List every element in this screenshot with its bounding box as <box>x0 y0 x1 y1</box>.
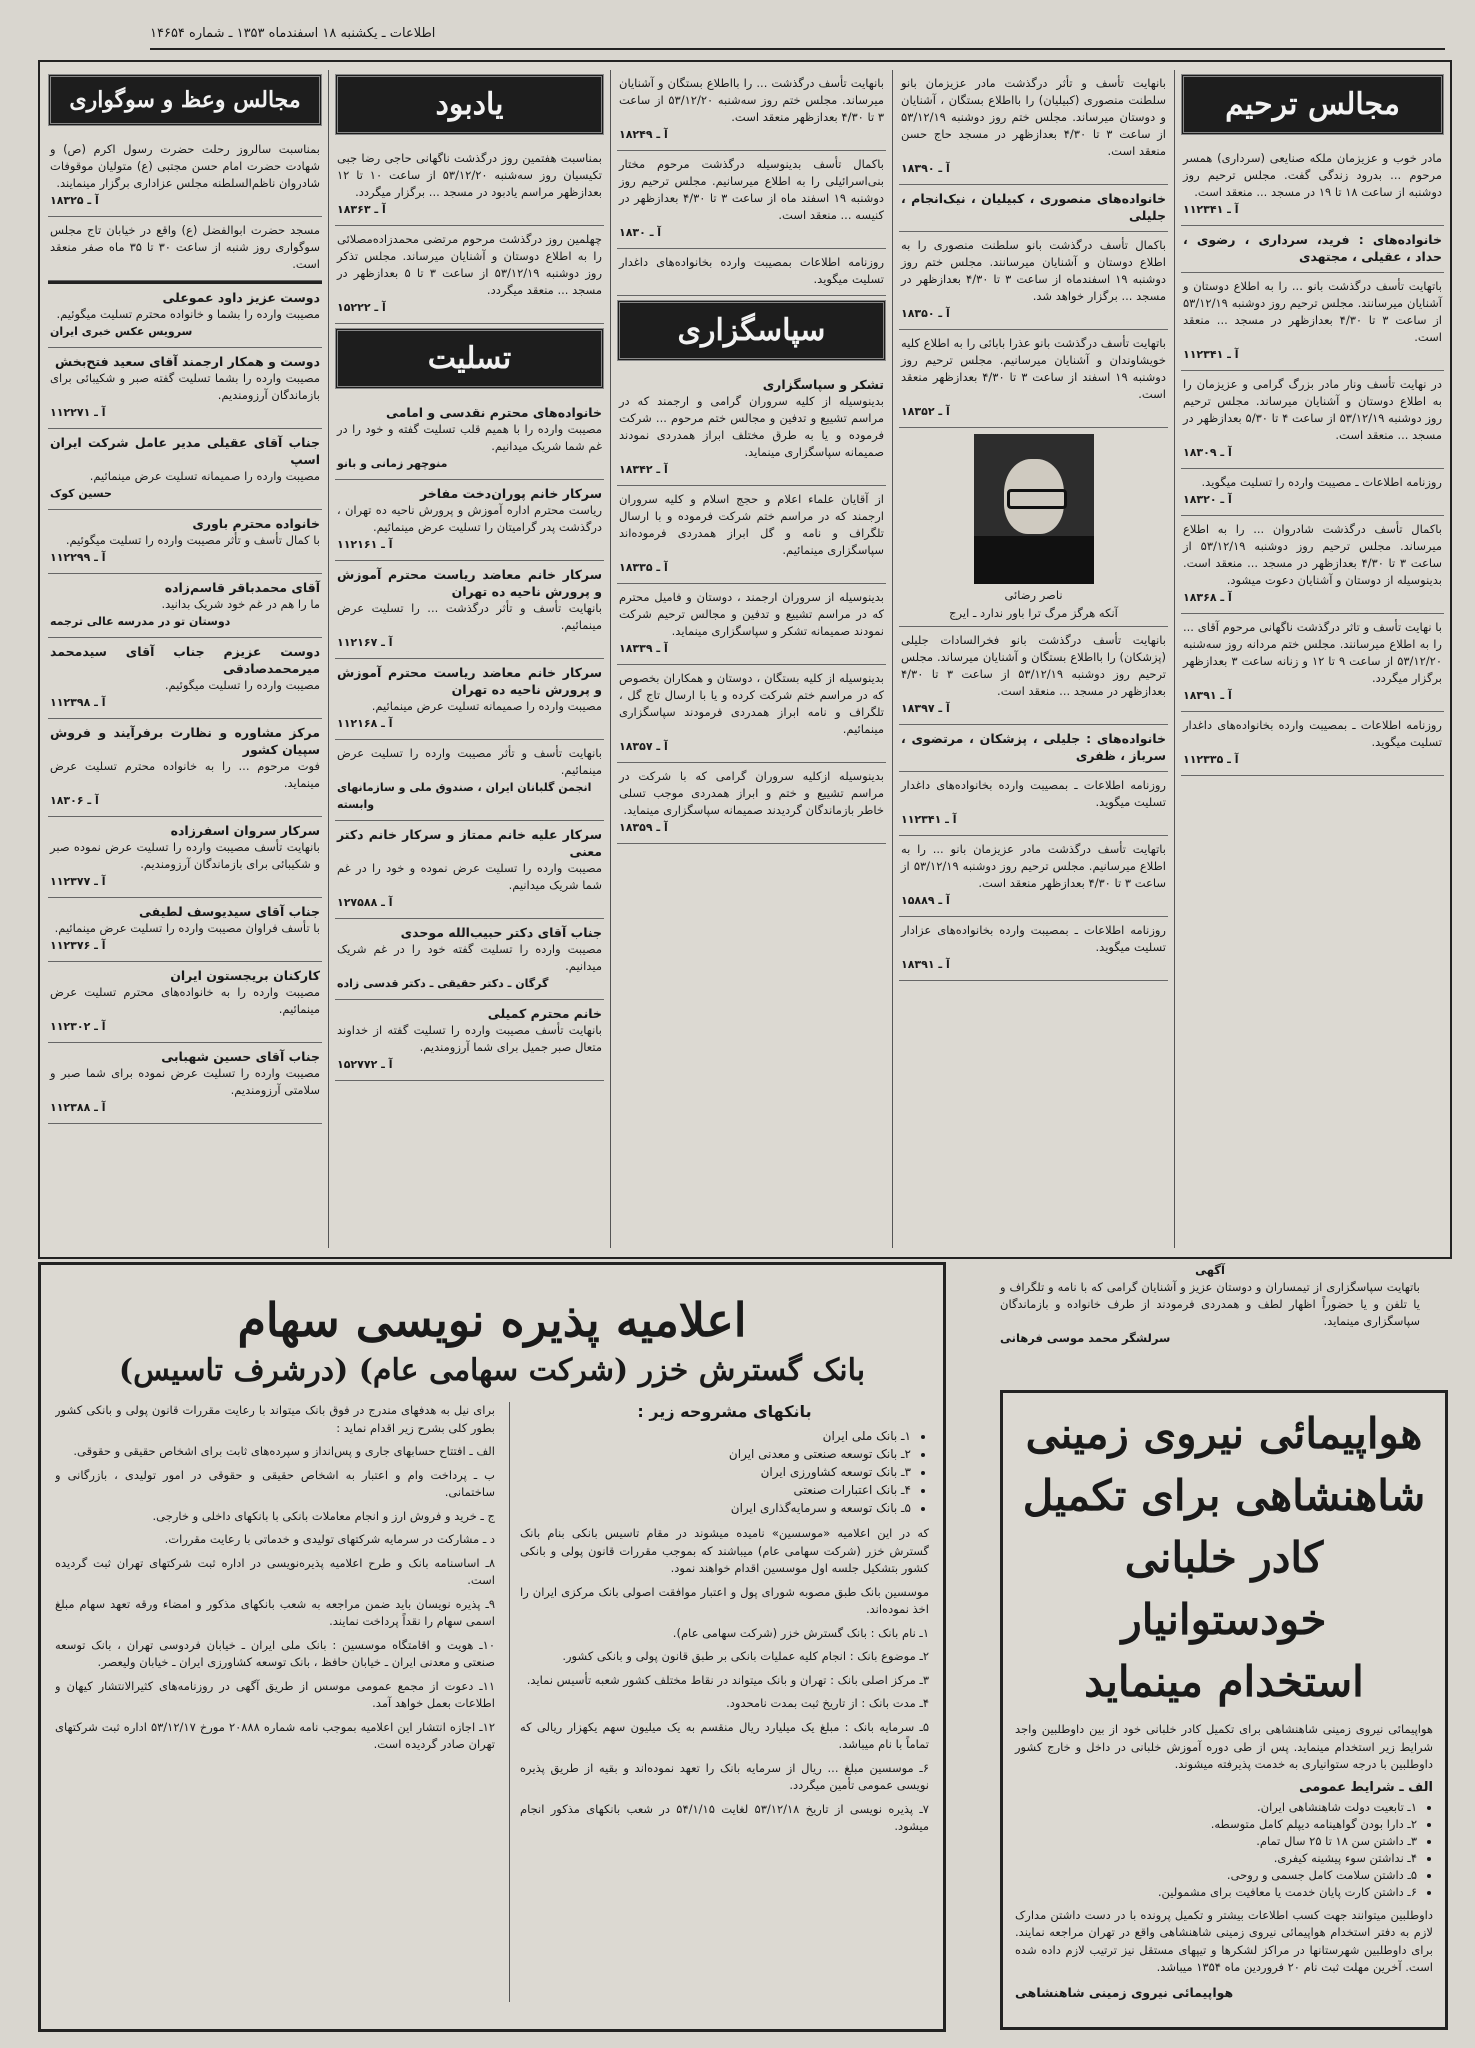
notice-title: سرکار خانم معاضد ریاست محترم آموزش و پرورش ناحیه ده تهران <box>337 665 602 697</box>
requirements-heading: الف ـ شرایط عمومی <box>1299 1779 1433 1795</box>
banner-mourning: مجالس وعظ و سوگواری <box>48 74 322 126</box>
notice <box>1181 516 1444 614</box>
air-force-recruitment-ad <box>1000 1390 1448 2030</box>
notice-body: بدینوسیله ازکلیه سروران گرامی که با شرکت در مراسم تشییع و ختم و ابراز همدردی موجب تسلی خاطر بازماندگان گردیدند صمیمانه سپاسگزاری مینماید. <box>619 769 884 817</box>
notice-body: روزنامه اطلاعات ـ بمصیبت وارده بخانواده‌های عزادار تسلیت میگوید. <box>901 923 1166 954</box>
notice-title: جناب آقای عقیلی مدیر عامل شرکت ایران اسپ <box>50 435 320 467</box>
air-title-line-4: استخدام مینماید <box>1084 1657 1364 1706</box>
thanks-notice-sign: سرلشگر محمد موسی فرهانی <box>1000 1331 1171 1345</box>
notice-code: آ ـ ۱۱۲۱۶۸ <box>337 717 393 730</box>
notice-body: مصیبت وارده را با همیم قلب تسلیت گفته و خود را در غم شما شریک میدانیم. <box>337 422 602 453</box>
notice <box>335 480 604 561</box>
stock-ad-left-column <box>55 1402 495 2002</box>
notice-title: سرکار خانم معاضد ریاست محترم آموزش و پرورش ناحیه ده تهران <box>337 567 602 599</box>
notice-body: روزنامه اطلاعات بمصیبت وارده بخانواده‌های داغدار تسلیت میگوید. <box>619 255 884 286</box>
notice-body: فوت مرحوم ... را به خانواده محترم تسلیت عرض مینماید. <box>50 759 320 790</box>
notice-body: در نهایت تأسف ونار مادر بزرگ گرامی و عزیزمان را به اطلاع دوستان و آشنایان میرساند. مجلس ترحیم روز دوشنبه ۵۳/۱۲/۱۹ از ساعت ۴ تا ۵/۳۰ بعدازظهر در مسجد ... منعقد است. <box>1183 377 1442 442</box>
banks-heading: بانکهای مشروحه زیر : <box>637 1402 812 1421</box>
notice <box>899 772 1168 836</box>
thanks-notice <box>1000 1262 1420 1347</box>
stock-paragraph: برای نیل به هدفهای مندرج در فوق بانک میتواند با رعایت مقررات قانون پولی و بانکی کشور بطور کلی بشرح زیر اقدام نماید : <box>55 1403 495 1435</box>
notice-title: دوست عزیزم جناب آقای سیدمحمد میرمحمدصادقی <box>50 644 320 676</box>
notice-code: آ ـ ۱۸۳۹۱ <box>1183 689 1232 702</box>
notice-body: روزنامه اطلاعات ـ بمصیبت وارده بخانواده‌های داغدار تسلیت میگوید. <box>1183 718 1442 749</box>
notice-code: آ ـ ۱۸۳۰۹ <box>1183 446 1232 459</box>
notice <box>1181 469 1444 516</box>
notice <box>1181 712 1444 776</box>
stock-paragraph: ۵ـ سرمایه بانک : مبلغ یک میلیارد ریال منقسم به یک میلیون سهم یکهزار ریالی که تماماً با نام میباشد. <box>520 1719 929 1751</box>
notice-body: بانهایت تأسف و تأثر درگذشت ... را تسلیت عرض مینمائیم. <box>337 601 602 632</box>
notice-title: جناب آقای حسین شهبابی <box>161 1049 320 1064</box>
notice-code: آ ـ ۱۱۲۲۹۹ <box>50 551 106 564</box>
notice-body: بدینوسیله از کلیه بستگان ، دوستان و همکاران بخصوص که در مراسم ختم شرکت کرده و یا با ارسال تاج گل ، تلگراف و نامه ابراز همدردی فرمودند سپاسگزاری مینمائیم. <box>619 671 884 736</box>
thanks-notice-title: آگهی <box>1195 1263 1225 1277</box>
notice-code: آ ـ ۱۸۳۵۰ <box>901 307 950 320</box>
notice-title: تشکر و سپاسگزاری <box>762 377 884 392</box>
notice-code: آ ـ ۱۱۲۳۴۱ <box>1183 348 1239 361</box>
notice <box>335 740 604 821</box>
notice-title: خانواده محترم باوری <box>192 516 320 531</box>
notice-code: آ ـ ۱۸۳۶۸ <box>1183 591 1232 604</box>
notice-code: آ ـ ۱۸۳۴۲ <box>619 463 668 476</box>
stock-subscription-ad <box>38 1262 946 2032</box>
notice <box>1181 273 1444 371</box>
notice-body: مصیبت وارده را بشما و خانواده محترم تسلیت میگوئیم. <box>56 307 320 321</box>
notice-title: خانواده‌های محترم نقدسی و امامی <box>385 405 602 420</box>
col5-notices-lower <box>48 281 322 1124</box>
stock-paragraph: ۲ـ موضوع بانک : انجام کلیه عملیات بانکی بر طبق قانون پولی و بانکی کشور. <box>562 1649 929 1663</box>
obituary-section <box>38 60 1452 1259</box>
notice-title: سرکار خانم پوران‌دخت مفاخر <box>419 486 602 501</box>
stock-paragraph: ب ـ پرداخت وام و اعتبار به اشخاص حقیقی و حقوقی در امور تولیدی ، بازرگانی و ساختمانی. <box>55 1467 495 1499</box>
col4-notices <box>335 145 604 324</box>
notice-body: با کمال تأسف و تأثر مصیبت وارده را تسلیت میگوئیم. <box>65 533 320 547</box>
notice-code: آ ـ ۱۱۲۳۷۶ <box>50 939 106 952</box>
notice-body: بانهایت تأسف مصیبت وارده را تسلیت عرض نموده صبر و شکیبائی برای بازماندگان آرزومندیم. <box>50 840 320 871</box>
notice-body: روزنامه اطلاعات ـ بمصیبت وارده بخانواده‌های داغدار تسلیت میگوید. <box>901 778 1166 809</box>
air-ad-intro: هواپیمائی نیروی زمینی شاهنشاهی برای تکمیل کادر خلبانی خود از بین داوطلبین واجد شرایط زیر استخدام مینماید. پس از طی دوره آموزش خلبانی در داخل و خارج کشور داوطلبین با درجه ستوانیاری به خدمت پذیرفته میشوند. <box>1015 1722 1433 1771</box>
col2-notices <box>899 70 1168 428</box>
notice <box>617 486 886 584</box>
requirement-item: • ۶ـ داشتن کارت پایان خدمت یا معافیت برای مشمولین. <box>1015 1884 1417 1901</box>
notice-code: آ ـ ۱۱۲۳۹۸ <box>50 696 106 709</box>
notice-body: روزنامه اطلاعات ـ مصیبت وارده را تسلیت میگوید. <box>1201 475 1442 489</box>
column-4 <box>328 70 610 1248</box>
notice <box>48 574 322 638</box>
notice-body: مسجد حضرت ابوالفضل (ع) واقع در خیابان تاج مجلس سوگواری روز شنبه از ساعت ۳۰ تا ۳۵ ماه صفر منعقد است. <box>50 223 321 271</box>
stock-paragraph: موسسین بانک طبق مصوبه شورای پول و اعتبار موافقت اصولی بانک مرکزی ایران را اخذ نموده‌اند. <box>520 1584 929 1616</box>
notice <box>899 917 1168 981</box>
column-3 <box>610 70 892 1248</box>
air-ad-outro: داوطلبین میتوانند جهت کسب اطلاعات بیشتر و تکمیل پرونده با در دست داشتن مدارک لازم به دفتر استخدام هواپیمائی نیروی زمینی شاهنشاهی واقع در تهران مراجعه نمایند. برای داوطلبین شهرستانها در مراکز لشکرها و تیپهای مستقل نیز ترتیب لازم داده شده است. آخرین مهلت ثبت نام ۲۰ فروردین ماه ۱۳۵۴ میباشد. <box>1015 1907 1433 1974</box>
notice-code: آ ـ ۱۱۲۳۸۸ <box>50 1101 106 1114</box>
notice <box>617 249 886 296</box>
notice <box>1181 226 1444 273</box>
page-header <box>150 22 1445 50</box>
notice-title: سرکار سروان اسفرزاده <box>170 823 320 838</box>
notice-code: آ ـ ۱۱۲۱۶۱ <box>337 538 393 551</box>
notice <box>617 371 886 486</box>
notice-code: آ ـ ۱۱۲۳۴۱ <box>901 813 957 826</box>
notice-body: باتهایت تأسف درگذشت مادر عزیزمان بانو ... را به اطلاع میرسانیم. مجلس ترحیم روز دوشنبه ۵۳/۱۲/۱۹ از ساعت ۳ تا ۴/۳۰ بعدازظهر منعقد است. <box>901 842 1167 890</box>
notice <box>48 962 322 1043</box>
notice-body: باکمال تأسف درگذشت شادروان ... را به اطلاع میرساند. مجلس ترحیم روز دوشنبه ۵۳/۱۲/۱۹ از ساعت ۳ تا ۴/۳۰ بعدازظهر در مسجد ... منعقد است. بدینوسیله از دوستان و آشنایان دعوت میشود. <box>1183 522 1442 587</box>
notice-body: بانهایت تأسف مصیبت وارده را تسلیت گفته از خداوند متعال صبر جمیل برای شما آرزومندیم. <box>337 1023 602 1054</box>
requirement-item: • ۲ـ دارا بودن گواهینامه دیپلم کامل متوسطه. <box>1015 1816 1417 1833</box>
stock-paragraph: ۴ـ مدت بانک : از تاریخ ثبت بمدت نامحدود. <box>726 1696 929 1710</box>
stock-ad-subtitle: بانک گسترش خزر (شرکت سهامی عام) (درشرف تاسیس) <box>118 1353 866 1388</box>
notice <box>48 898 322 962</box>
notice-body: بمناسبت سالروز رحلت حضرت رسول اکرم (ص) و شهادت حضرت امام حسن مجتبی (ع) متولیان موقوفات شادروان ناظم‌السلطنه مجلس عزاداری برگزار مینمایند. <box>50 142 320 190</box>
notice <box>48 136 322 217</box>
notice-code: آ ـ ۱۸۳۰ <box>619 226 662 239</box>
bank-item: • ۱ـ بانک ملی ایران <box>520 1427 911 1445</box>
notice-code: آ ـ ۱۸۲۴۹ <box>619 128 668 141</box>
notice-body: مصیبت وارده را صمیمانه تسلیت عرض مینمائیم. <box>89 469 320 483</box>
stock-ad-title: اعلامیه پذیره نویسی سهام <box>237 1293 747 1347</box>
banner-condolence: تسلیت <box>335 328 604 389</box>
notice-title: دوست عزیز داود عموعلی <box>162 290 320 305</box>
notice <box>617 763 886 844</box>
header-line: اطلاعات ـ یکشنبه ۱۸ اسفندماه ۱۳۵۳ ـ شماره ۱۴۶۵۴ <box>150 25 436 41</box>
notice <box>899 185 1168 232</box>
bank-item: • ۳ـ بانک توسعه کشاورزی ایران <box>520 1463 911 1481</box>
notice-body: مصیبت وارده را بشما تسلیت گفته صبر و شکیبائی برای بازماندگان آرزومندیم. <box>50 371 320 402</box>
notice <box>899 70 1168 185</box>
notice-body: بدینوسیله از سروران ارجمند ، دوستان و فامیل محترم که در مراسم تشییع و تدفین و مجالس ترحیم شرکت نمودند صمیمانه تشکر و سپاسگزاری مینماید. <box>619 590 884 638</box>
notice-code: آ ـ ۱۸۳۵۹ <box>619 821 668 834</box>
notice <box>48 284 322 348</box>
notice-title: مرکز مشاوره و نظارت برفرآیند و فروش سپیان کشور <box>50 725 320 757</box>
notice <box>48 1043 322 1124</box>
notice-body: چهلمین روز درگذشت مرحوم مرتضی محمدزاده‌مصلائی را به اطلاع دوستان و آشنایان میرساند. مجلس تذکر روز دوشنبه ۵۳/۱۲/۱۹ از ساعت ۳ تا ۵ بعدازظهر در مسجد ... منعقد میگردد. <box>337 232 602 297</box>
air-title-line-1: هواپیمائی نیروی زمینی <box>1025 1409 1423 1458</box>
stock-paragraph: ۷ـ پذیره نویسی از تاریخ ۵۳/۱۲/۱۸ لغایت ۵۴/۱/۱۵ در شعب بانکهای مذکور انجام میشود. <box>520 1801 929 1833</box>
notice <box>48 429 322 510</box>
col4-notices-lower <box>335 399 604 1081</box>
stock-paragraph: ۶ـ موسسین مبلغ ... ریال از سرمایه بانک را تعهد نموده‌اند و بقیه از طریق پذیره نویسی عمومی تأمین میگردد. <box>520 1760 929 1792</box>
notice-body: بانهایت تأسف و تأثر مصیبت وارده را تسلیت عرض مینمائیم. <box>337 746 602 777</box>
portrait-name: ناصر رضائی <box>1004 588 1063 602</box>
notice <box>335 1000 604 1081</box>
notice-body: مادر خوب و عزیزمان ملکه صنایعی (سرداری) همسر مرحوم ... بدرود زندگی گفت. مجلس ترحیم روز دوشنبه از ساعت ۱۸ تا ۱۹ در مسجد ... منعقد است. <box>1183 151 1442 199</box>
notice <box>335 659 604 740</box>
notice-title: کارکنان بریجستون ایران <box>170 968 320 983</box>
notice <box>899 232 1168 330</box>
notice-code: آ ـ ۱۸۳۳۹ <box>619 642 668 655</box>
air-ad-title <box>1015 1403 1433 1713</box>
notice-title: سرکار علیه خانم ممتاز و سرکار خانم دکتر معنی <box>337 827 602 859</box>
notice-code: دوستان تو در مدرسه عالی ترجمه <box>50 615 231 628</box>
bank-list <box>520 1427 929 1517</box>
notice-body: بانهایت تأسف درگذشت بانو فخرالسادات جلیلی (پزشکان) را بااطلاع بستگان و آشنایان میرساند. مجلس ترحیم روز دوشنبه ۵۳/۱۲/۱۹ از ساعت ۳ تا ۴/۳۰ بعدازظهر در مسجد ... منعقد است. <box>901 633 1167 698</box>
notice-code: آ ـ ۱۸۳۲۵ <box>50 194 99 207</box>
notice <box>48 217 322 281</box>
bank-item: • ۵ـ بانک توسعه و سرمایه‌گذاری ایران <box>520 1499 911 1517</box>
notice-body: بدینوسیله از کلیه سروران گرامی و ارجمند که در مراسم تشییع و تدفین و مجالس ختم مرحوم ... شرکت فرموده و یا به طرق مختلف ابراز همدردی نمودند صمیمانه سپاسگزاری مینماید. <box>619 394 884 459</box>
notice-title: خانم محترم کمیلی <box>487 1006 602 1021</box>
notice-code: آ ـ ۱۵۲۲۲ <box>337 301 386 314</box>
notice-code: آ ـ ۱۸۳۹۷ <box>901 702 950 715</box>
notice-title: دوست و همکار ارجمند آقای سعید فتح‌بخش <box>55 354 320 369</box>
notice-body: باکمال تأسف درگذشت بانو سلطنت منصوری را به اطلاع دوستان و آشنایان میرسانند. مجلس ختم روز دوشنبه ۱۹ اسفندماه از ساعت ۳ تا ۴/۳۰ بعدازظهر در مسجد ... برگزار خواهد شد. <box>901 238 1166 303</box>
notice <box>335 821 604 919</box>
stock-paragraph: ۱۱ـ دعوت از مجمع عمومی موسس از طریق آگهی در روزنامه‌های کثیرالانتشار کیهان و اطلاعات بعمل خواهد آمد. <box>55 1678 495 1710</box>
notice-code: آ ـ ۱۸۳۰۶ <box>50 794 99 807</box>
notice-body: بمناسبت هفتمین روز درگذشت ناگهانی حاجی رضا جبی تکیسیان روز سه‌شنبه ۵۳/۱۲/۲۰ از ساعت ۱۰ تا ۱۲ بعدازظهر مراسم یادبود در مسجد ... برگزار میگردد. <box>337 151 603 199</box>
notice-body: مصیبت وارده را تسلیت میگوئیم. <box>164 678 320 692</box>
notice <box>335 919 604 1000</box>
notice-code: گرگان ـ دکتر حقیقی ـ دکتر قدسی زاده <box>337 977 549 990</box>
notice <box>335 226 604 324</box>
notice-body: مصیبت وارده را تسلیت عرض نموده و خود را در غم شما شریک میدانیم. <box>337 861 602 892</box>
bank-item: • ۴ـ بانک اعتبارات صنعتی <box>520 1481 911 1499</box>
stock-paragraph: ۱ـ نام بانک : بانک گسترش خزر (شرکت سهامی عام). <box>672 1625 929 1640</box>
portrait-block <box>899 428 1168 627</box>
notice-body: مصیبت وارده را به خانواده‌های محترم تسلیت عرض مینمائیم. <box>50 985 320 1016</box>
requirement-item: • ۴ـ نداشتن سوء پیشینه کیفری. <box>1015 1850 1417 1867</box>
notice-code: آ ـ ۱۸۳۹۱ <box>901 958 950 971</box>
banner-thanks: سپاسگزاری <box>617 300 886 361</box>
notice-code: آ ـ ۱۵۲۷۷۲ <box>337 1058 393 1071</box>
bank-item: • ۲ـ بانک توسعه صنعتی و معدنی ایران <box>520 1445 911 1463</box>
notice-body: باتهایت تأسف درگذشت بانو ... را به اطلاع دوستان و آشنایان میرسانند. مجلس ترحیم روز دوشنبه ۵۳/۱۲/۱۹ از ساعت ۳ تا ۴/۳۰ بعدازظهر در مسجد ... منعقد است. <box>1183 279 1442 344</box>
col3-notices <box>617 70 886 296</box>
notice <box>899 836 1168 917</box>
notice <box>48 817 322 898</box>
notice <box>48 510 322 574</box>
stock-paragraph: د ـ مشارکت در سرمایه شرکتهای تولیدی و خدماتی با رعایت مقررات. <box>164 1532 495 1546</box>
notice <box>1181 614 1444 712</box>
notice-body: ریاست محترم اداره آموزش و پرورش ناحیه ده تهران ، درگذشت پدر گرامیتان را تسلیت عرض مینمائیم. <box>337 503 602 534</box>
requirement-item: • ۵ـ داشتن سلامت کامل جسمی و روحی. <box>1015 1867 1417 1884</box>
notice-body: با تأسف فراوان مصیبت وارده را تسلیت عرض مینمائیم. <box>54 921 320 935</box>
notice-body: مصیبت وارده را صمیمانه تسلیت عرض مینمائیم. <box>371 699 602 713</box>
notice-code: آ ـ ۱۲۷۵۸۸ <box>337 896 393 909</box>
stock-paragraph: ۱۲ـ اجازه انتشار این اعلامیه بموجب نامه شماره ۲۰۸۸۸ مورخ ۵۳/۱۲/۱۷ اداره ثبت شرکتهای تهران صادر گردیده است. <box>55 1719 495 1751</box>
col1-notices <box>1181 145 1444 776</box>
notice <box>335 399 604 480</box>
column-5 <box>42 70 328 1248</box>
notice-title: خانواده‌های : فرید، سرداری ، رضوی ، حداد ، عقیلی ، مجتهدی <box>1183 232 1442 264</box>
notice-code: آ ـ ۱۸۳۳۵ <box>619 561 668 574</box>
notice-code: آ ـ ۱۸۳۶۳ <box>337 203 386 216</box>
column-1 <box>1174 70 1450 1248</box>
notice <box>617 151 886 249</box>
air-title-line-3: کادر خلبانی خودستوانیار <box>1121 1533 1327 1644</box>
notice-code: انجمن گلبانان ایران ، صندوق ملی و سازمانهای وابسته <box>337 781 592 811</box>
notice <box>899 725 1168 772</box>
stock-ad-right-column <box>509 1402 929 2002</box>
notice-title: آقای محمدباقر قاسم‌زاده <box>164 580 320 595</box>
notice-code: آ ـ ۱۸۳۲۰ <box>1183 493 1232 506</box>
col5-notices <box>48 136 322 281</box>
notice-body: بانهایت تأسف درگذشت ... را بااطلاع بستگان و آشنایان میرساند. مجلس ختم روز سه‌شنبه ۵۳/۱۲/۲۰ از ساعت ۳ تا ۴/۳۰ بعدازظهر منعقد است. <box>619 76 884 124</box>
stock-paragraph: که در این اعلامیه «موسسین» نامیده میشوند در مقام تاسیس بانکی بنام بانک گسترش خزر (شرکت سهامی عام) میباشند که بموجب مقررات قانون پولی و بانکی کشور بتشکیل جلسه اول موسسین اقدام خواهند نمود. <box>520 1526 929 1575</box>
notice-body: با نهایت تأسف و تاثر درگذشت ناگهانی مرحوم آقای ... را به اطلاع میرسانند. مجلس ختم مردانه روز سه‌شنبه ۵۳/۱۲/۲۰ از ساعت ۹ تا ۱۲ و زنانه ساعت ۳ بعدازظهر برگزار میگردد. <box>1183 620 1443 685</box>
notice-code: منوچهر زمانی و بانو <box>337 457 448 470</box>
notice-code: آ ـ ۱۱۲۳۳۵ <box>1183 753 1239 766</box>
thanks-notice-body: باتهایت سپاسگزاری از تیمساران و دوستان عزیز و آشنایان گرامی که با نامه و تلگراف و یا تلفن و یا حضوراً اظهار لطف و همدردی فرمودند از طرف خانواده و بازماندگان سپاسگزاری مینماید. <box>1000 1280 1420 1328</box>
stock-paragraph: ۱۰ـ هویت و اقامتگاه موسسین : بانک ملی ایران ـ خیابان فردوسی تهران ، بانک توسعه صنعتی و معدنی ایران ـ خیابان حافظ ، بانک توسعه کشاورزی ایران ـ خیابان ولیعصر. <box>55 1637 495 1669</box>
stock-paragraph: ۸ـ اساسنامه بانک و طرح اعلامیه پذیره‌نویسی در اداره ثبت شرکتهای تهران ثبت گردیده است. <box>55 1555 495 1587</box>
notice-body: مصیبت وارده را تسلیت گفته خود را در غم شریک میدانیم. <box>337 942 602 973</box>
air-ad-signature: هواپیمائی نیروی زمینی شاهنشاهی <box>1015 1984 1234 2000</box>
notice-code: آ ـ ۱۸۳۵۲ <box>901 405 950 418</box>
stock-paragraph: الف ـ افتتاح حسابهای جاری و پس‌انداز و سپرده‌های ثابت برای اشخاص حقیقی و حقوقی. <box>73 1444 495 1458</box>
requirement-item: • ۳ـ داشتن سن ۱۸ تا ۲۵ سال تمام. <box>1015 1833 1417 1850</box>
notice <box>1181 145 1444 226</box>
column-2 <box>892 70 1174 1248</box>
notice-body: باکمال تأسف بدینوسیله درگذشت مرحوم مختار بنی‌اسرائیلی را به اطلاع میرسانیم. مجلس ترحیم روز دوشنبه ۱۹ اسفند ماه از ساعت ۳ تا ۴/۳۰ بعدازظهر در کنیسه ... منعقد است. <box>619 157 884 222</box>
notice <box>617 70 886 151</box>
notice <box>48 348 322 429</box>
notice-code: آ ـ ۱۸۳۹۰ <box>901 162 950 175</box>
notice-title: خانواده‌های : جلیلی ، پزشکان ، مرتضوی ، سرباز ، ظفری <box>901 731 1166 763</box>
notice <box>899 330 1168 428</box>
notice-code: آ ـ ۱۱۲۳۷۷ <box>50 875 106 888</box>
banner-remembrance: یادبود <box>335 74 604 135</box>
stock-paragraph: ۳ـ مرکز اصلی بانک : تهران و بانک میتواند در نقاط مختلف کشور شعبه تأسیس نماید. <box>526 1672 929 1687</box>
stock-paragraph: ج ـ خرید و فروش ارز و انجام معاملات بانکی با بانکهای داخلی و خارجی. <box>152 1508 495 1523</box>
col2-notices-lower <box>899 627 1168 981</box>
notice <box>617 584 886 665</box>
notice-body: از آقایان علماء اعلام و حجج اسلام و کلیه سروران ارجمند که در مراسم ختم شرکت فرموده و با ارسال تلگراف و نامه و گل ابراز همدردی فرموده‌اند سپاسگزاری مینمائیم. <box>619 492 884 557</box>
notice-body: مصیبت وارده را تسلیت عرض نموده برای شما صبر و سلامتی آرزومندیم. <box>50 1066 320 1097</box>
banner-memorial: مجالس ترحیم <box>1181 74 1444 135</box>
portrait-caption: آنکه هرگز مرگ ترا باور ندارد ـ ایرج <box>949 606 1118 620</box>
air-title-line-2: شاهنشاهی برای تکمیل <box>1022 1471 1426 1520</box>
requirements-list <box>1015 1799 1433 1901</box>
notice-code: آ ـ ۱۸۳۵۷ <box>619 740 668 753</box>
col3-notices-lower <box>617 371 886 844</box>
portrait-photo <box>974 434 1094 584</box>
notice-title: جناب آقای سیدیوسف لطیفی <box>139 904 320 919</box>
notice <box>335 145 604 226</box>
requirement-item: • ۱ـ تابعیت دولت شاهنشاهی ایران. <box>1015 1799 1417 1816</box>
notice-code: آ ـ ۱۱۲۲۷۱ <box>50 406 106 419</box>
notice-code: حسین کوک <box>50 487 112 500</box>
notice <box>1181 371 1444 469</box>
notice-body: بانهایت تأسف و تأثر درگذشت مادر عزیزمان بانو سلطنت منصوری (کبیلیان) را بااطلاع بستگان ، آشنایان و دوستان میرساند. مجلس ختم روز دوشنبه ۵۳/۱۲/۱۹ از ساعت ۳ تا ۴/۳۰ بعدازظهر در مسجد حاج حسن منعقد است. <box>901 76 1166 158</box>
notice <box>48 638 322 719</box>
notice-code: آ ـ ۱۱۲۱۶۷ <box>337 636 393 649</box>
notice-title: خانواده‌های منصوری ، کبیلیان ، نیک‌انجام ، جلیلی <box>901 191 1166 223</box>
notice-body: باتهایت تأسف درگذشت بانو عذرا بابائی را به اطلاع کلیه خویشاوندان و آشنایان میرسانیم. مجلس ترحیم روز دوشنبه ۱۹ اسفند از ساعت ۳ تا ۴/۳۰ بعدازظهر منعقد است. <box>901 336 1166 401</box>
notice-code: آ ـ ۱۱۲۳۰۲ <box>50 1020 106 1033</box>
notice <box>335 561 604 659</box>
notice <box>48 719 322 817</box>
notice-body: ما را هم در غم خود شریک بدانید. <box>161 597 320 611</box>
stock-paragraph: ۹ـ پذیره نویسان باید ضمن مراجعه به شعب بانکهای مذکور و امضاء ورقه تعهد سهام مبلغ اسمی سهام را نقداً پرداخت نمایند. <box>55 1596 495 1628</box>
notice <box>899 627 1168 725</box>
notice-title: جناب آقای دکتر حبیب‌الله موحدی <box>400 925 602 940</box>
notice <box>617 665 886 763</box>
notice-code: آ ـ ۱۱۲۳۴۱ <box>1183 203 1239 216</box>
notice-code: آ ـ ۱۵۸۸۹ <box>901 894 950 907</box>
notice-code: سرویس عکس خبری ایران <box>50 325 193 338</box>
